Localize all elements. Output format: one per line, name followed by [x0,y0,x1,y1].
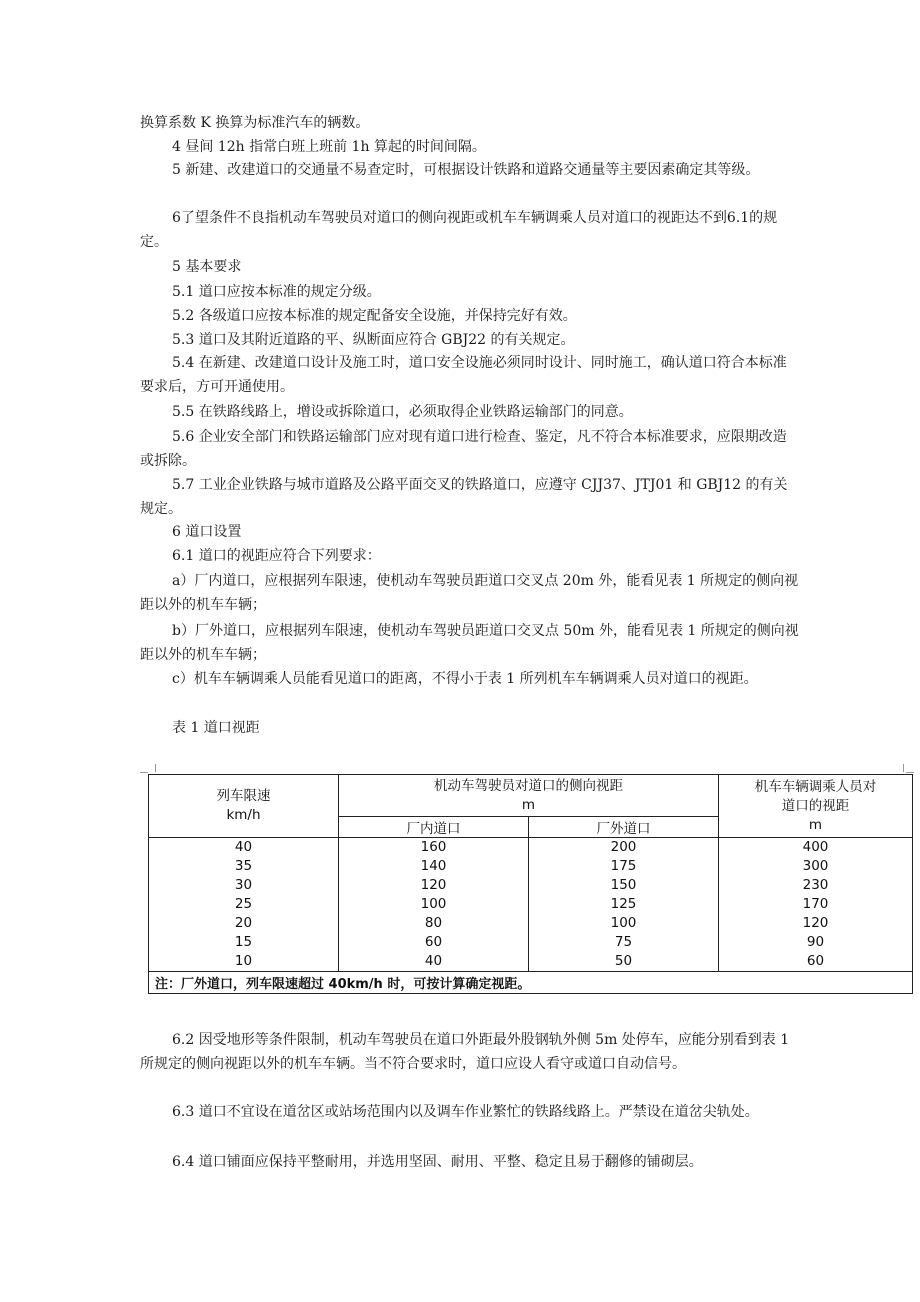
list-item: c）机车车辆调乘人员能看见道口的距离，不得小于表 1 所列机车车辆调乘人员对道口的视距。 [172,671,758,687]
cell-value: 25 [234,896,253,912]
cell-value: 230 [802,877,829,893]
cell-value: 15 [234,934,253,950]
subheader-outside-crossing: 厂外道口 [529,817,719,838]
cell-value: 10 [234,953,253,969]
paragraph: 5.2 各级道口应按本标准的规定配备安全设施，并保持完好有效。 [172,308,577,324]
paragraph: 5.5 在铁路线路上，增设或拆除道口，必须取得企业铁路运输部门的同意。 [172,404,633,420]
header-line: 列车限速 [216,788,271,804]
cell-value: 200 [610,839,637,855]
cell-value: 300 [802,858,829,874]
paragraph: 5.6 企业安全部门和铁路运输部门应对现有道口进行检查、鉴定，凡不符合本标准要求，应限期改造或拆除。 [140,429,787,469]
cell-value: 170 [802,896,829,912]
header-unit: m [808,816,823,833]
cell-value: 160 [420,839,447,855]
column-outside-crossing [529,838,719,972]
cell-value: 30 [234,877,253,893]
cell-value: 100 [610,915,637,931]
header-train-speed [149,775,339,838]
column-train-speed [149,838,339,972]
crop-mark [903,764,904,772]
paragraph: 6.4 道口铺面应保持平整耐用，并选用坚固、耐用、平整、稳定且易于翻修的铺砌层。 [172,1154,703,1170]
cell-value: 120 [420,877,447,893]
section-heading: 5 基本要求 [172,259,242,275]
column-crew-sight [719,838,913,972]
paragraph: 5.7 工业企业铁路与城市道路及公路平面交叉的铁路道口，应遵守 CJJ37、JTJ01 和 GBJ12 的有关规定。 [140,477,788,517]
cell-value: 125 [610,896,637,912]
paragraph: 5.3 道口及其附近道路的平、纵断面应符合 GBJ22 的有关规定。 [172,332,575,348]
paragraph: 6.1 道口的视距应符合下列要求： [172,548,381,564]
cell-value: 400 [802,839,829,855]
cell-value: 75 [614,934,633,950]
cell-value: 175 [610,858,637,874]
paragraph: 5 新建、改建道口的交通量不易查定时，可根据设计铁路和道路交通量等主要因素确定其等级。 [172,162,760,178]
cell-value: 100 [420,896,447,912]
paragraph: 6.3 道口不宜设在道岔区或站场范围内以及调车作业繁忙的铁路线路上。严禁设在道岔尖轨处。 [172,1104,759,1120]
cell-value: 35 [234,858,253,874]
cell-value: 60 [806,953,825,969]
cell-value: 80 [424,915,443,931]
paragraph: 5.1 道口应按本标准的规定分级。 [172,284,381,300]
list-item: b）厂外道口，应根据列车限速，使机动车驾驶员距道口交叉点 50m 外，能看见表 1 所规定的侧向视距以外的机车车辆； [140,623,799,663]
cell-value: 140 [420,858,447,874]
subheader-inside-crossing: 厂内道口 [339,817,529,838]
header-driver-lateral-sight [339,775,719,817]
header-line: 机动车驾驶员对道口的侧向视距 [434,777,623,794]
paragraph: 6了望条件不良指机动车驾驶员对道口的侧向视距或机车车辆调乘人员对道口的视距达不到6.1的规定。 [140,210,778,250]
header-unit: m [521,796,536,813]
cell-value: 150 [610,877,637,893]
cell-value: 60 [424,934,443,950]
header-crew-sight [719,775,913,838]
cell-value: 50 [614,953,633,969]
cell-value: 40 [234,839,253,855]
cell-value: 120 [802,915,829,931]
list-item: a）厂内道口，应根据列车限速，使机动车驾驶员距道口交叉点 20m 外，能看见表 1 所规定的侧向视距以外的机车车辆； [140,573,799,613]
crop-mark [155,764,156,772]
header-line: 道口的视距 [781,797,850,814]
table-note: 注：厂外道口，列车限速超过 40km/h 时，可按计算确定视距。 [149,972,913,994]
paragraph: 换算系数 K 换算为标准汽车的辆数。 [140,115,370,131]
paragraph: 4 昼间 12h 指常白班上班前 1h 算起的时间间隔。 [172,139,486,155]
paragraph: 6.2 因受地形等条件限制，机动车驾驶员在道口外距最外股钢轨外侧 5m 处停车，应能分别看到表 1 所规定的侧向视距以外的机车车辆。当不符合要求时，道口应设人看守或道口自动信号。 [140,1032,790,1072]
table-caption: 表 1 道口视距 [172,720,260,736]
paragraph: 5.4 在新建、改建道口设计及施工时，道口安全设施必须同时设计、同时施工，确认道口符合本标准要求后，方可开通使用。 [140,355,787,395]
sight-distance-table [148,774,913,994]
crop-mark [906,772,914,773]
header-line: 机车车辆调乘人员对 [754,778,877,795]
cell-value: 20 [234,915,253,931]
section-heading: 6 道口设置 [172,524,242,540]
header-unit: km/h [226,807,261,823]
crop-mark [140,772,148,773]
column-inside-crossing [339,838,529,972]
cell-value: 40 [424,953,443,969]
cell-value: 90 [806,934,825,950]
